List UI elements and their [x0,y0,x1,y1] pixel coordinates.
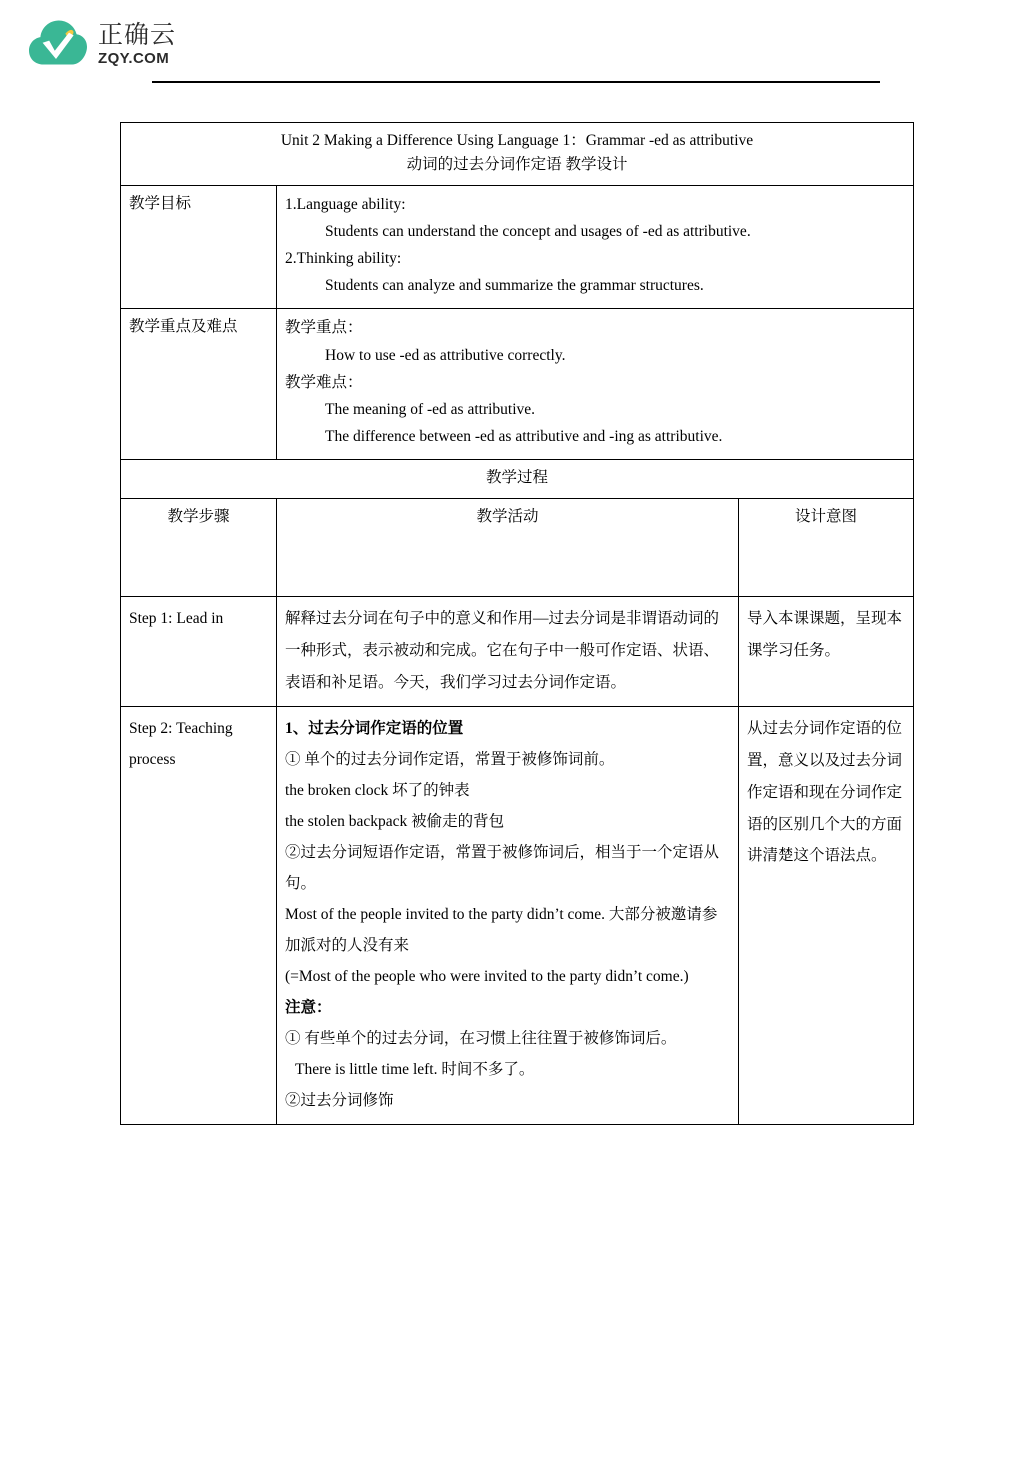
process-banner-cell: 教学过程 [121,460,914,499]
focus-line-2: How to use -ed as attributive correctly. [325,346,566,364]
table-row-step1 [121,597,914,707]
step2-activity-line-10: There is little time left. 时间不多了。 [295,1061,535,1079]
objectives-label-cell [121,186,277,309]
step2-activity-line-5: ②过去分词短语作定语，常置于被修饰词后，相当于一个定语从句。 [285,844,720,893]
column-header-activity: 教学活动 [277,499,739,597]
objectives-line-4: Students can analyze and summarize the grammar structures. [325,277,704,295]
step2-activity-line-11: ②过去分词修饰 [285,1092,394,1110]
focus-line-4: The meaning of -ed as attributive. [325,400,536,418]
step2-activity-line-9: ① 有些单个的过去分词，在习惯上往往置于被修饰词后。 [285,1030,677,1048]
table-row-title [121,123,914,186]
step2-intent-text: 从过去分词作定语的位置，意义以及过去分词作定语和现在分词作定语的区别几个大的方面讲清楚这个语法点。 [747,720,903,865]
column-header-intent: 设计意图 [739,499,914,597]
header-divider-rule [152,81,880,83]
table-row-objectives [121,186,914,309]
objectives-line-1: 1.Language ability: [285,196,406,214]
focus-content-cell [277,309,914,460]
step2-activity-line-3: the broken clock 坏了的钟表 [285,782,470,800]
site-logo[interactable] [28,16,176,70]
step2-label-cell [121,707,277,1125]
step1-label: Step 1: Lead in [129,610,224,628]
document-title-cell [121,123,914,186]
column-header-step: 教学步骤 [121,499,277,597]
lesson-plan-table [120,122,914,1125]
logo-domain: ZQY.COM [98,49,170,67]
step2-activity-line-4: the stolen backpack 被偷走的背包 [285,813,505,831]
step2-activity-line-6: Most of the people invited to the party didn’t come. 大部分被邀请参加派对的人没有来 [285,906,718,955]
step2-label-line-2: process [129,751,176,769]
page-title-line-1: Unit 2 Making a Difference Using Language 1：Grammar -ed as attributive [280,132,754,149]
table-row-focus [121,309,914,460]
step2-activity-cell [277,707,739,1125]
step2-activity-line-2: ① 单个的过去分词作定语，常置于被修饰词前。 [285,751,615,769]
objectives-line-3: 2.Thinking ability: [285,250,402,268]
logo-wordmark [98,21,176,66]
focus-line-1: 教学重点： [285,319,363,337]
objectives-line-2: Students can understand the concept and usages of -ed as attributive. [325,223,751,241]
focus-line-3: 教学难点： [285,373,363,391]
page-title-line-2: 动词的过去分词作定语 教学设计 [406,156,628,174]
step1-intent-cell [739,597,914,707]
step2-intent-cell [739,707,914,1125]
focus-label-cell [121,309,277,460]
objectives-label: 教学目标 [129,195,192,213]
step2-activity-note-heading: 注意： [285,999,332,1017]
step1-activity-cell [277,597,739,707]
step1-intent-text: 导入本课课题，呈现本课学习任务。 [747,610,903,659]
step2-activity-heading: 1、过去分词作定语的位置 [285,720,464,738]
logo-chinese-name: 正确云 [98,20,177,49]
focus-label: 教学重点及难点 [129,318,238,336]
step1-label-cell [121,597,277,707]
table-row-step2 [121,707,914,1125]
objectives-content-cell [277,186,914,309]
focus-line-5: The difference between -ed as attributive and -ing as attributive. [325,427,723,445]
table-row-process-banner [121,460,914,499]
page-header [0,0,1034,100]
table-row-column-headers [121,499,914,597]
step2-label-line-1: Step 2: Teaching [129,720,233,738]
step1-activity-text: 解释过去分词在句子中的意义和作用—过去分词是非谓语动词的一种形式，表示被动和完成。它在句子中一般可作定语、状语、表语和补足语。今天，我们学习过去分词作定语。 [285,610,720,691]
step2-activity-line-7: (=Most of the people who were invited to the party didn’t come.) [285,968,689,986]
cloud-check-logo-icon [28,16,88,70]
